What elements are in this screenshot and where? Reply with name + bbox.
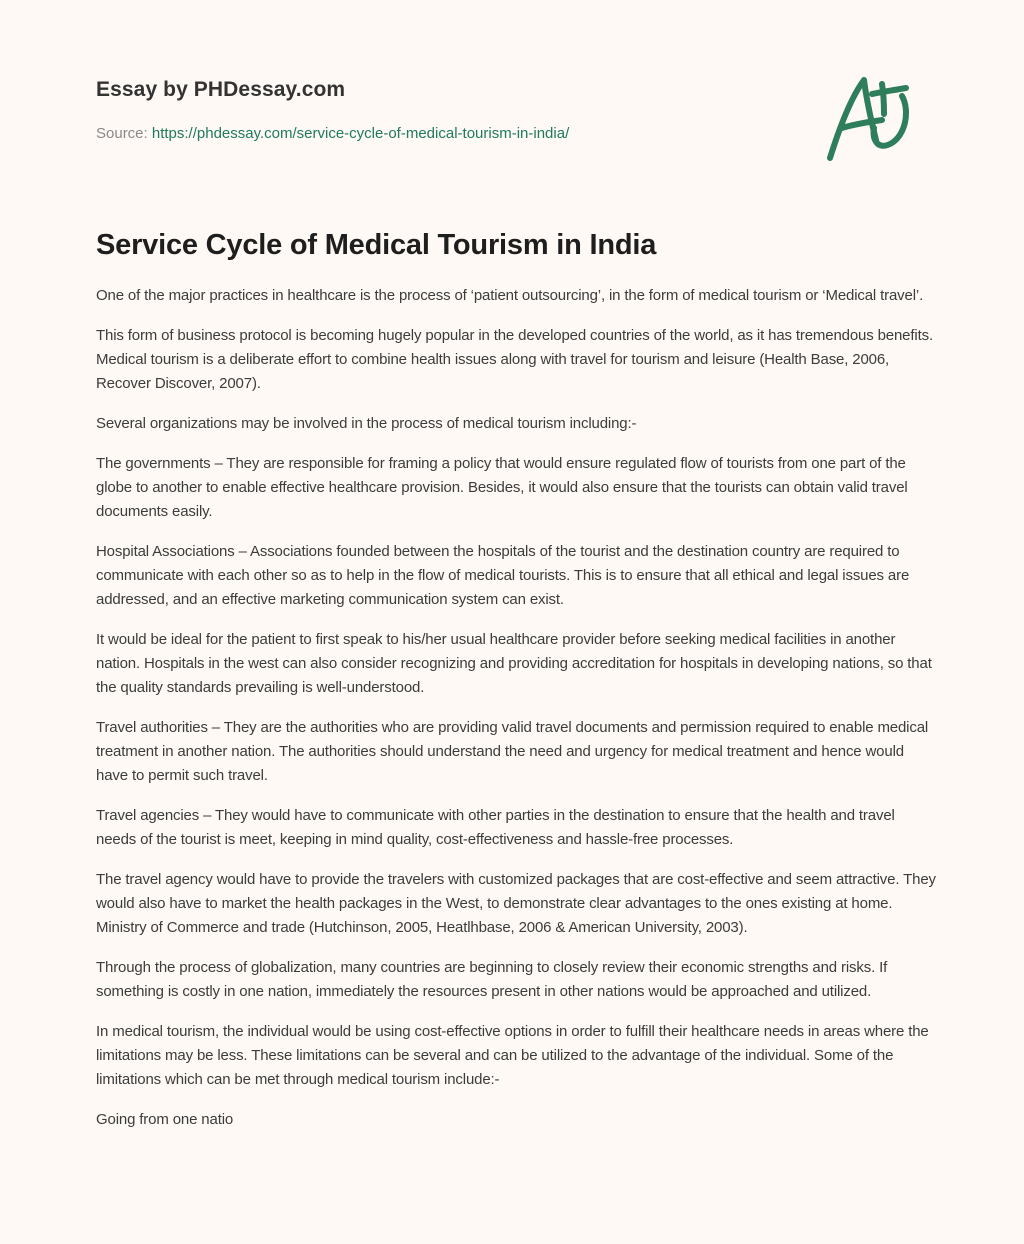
- paragraph: Travel authorities – They are the authorities who are providing valid travel documents and permission required to enable medical treatment in another nation. The authorities should understand the need and urgency for medical treatment and hence would have to permit such travel.: [96, 719, 929, 784]
- paragraph-truncated: Going from one natio: [96, 1111, 234, 1128]
- paragraph: It would be ideal for the patient to first speak to his/her usual healthcare provider before seeking medical facilities in another nation. Hospitals in the west can also consider recognizing and providing accreditation for hospitals in developing nations, so that the quality standards prevailing is well-understood.: [96, 631, 932, 696]
- paragraph: One of the major practices in healthcare is the process of ‘patient outsourcing’, in the form of medical tourism or ‘Medical travel’.: [96, 287, 924, 304]
- paragraph: Several organizations may be involved in the process of medical tourism including:-: [96, 415, 637, 432]
- source-label: Source:: [96, 125, 148, 142]
- paragraph-text: The travel agency would have to provide the travelers with customized packages that are cost-effective and seem attractive. They would also have to market the health packages in the West, to demonstrate clear advantages to the ones existing at home.: [96, 871, 936, 912]
- paragraph: This form of business protocol is becoming hugely popular in the developed countries of the world, as it has tremendous benefits. Medical tourism is a deliberate effort to combine health issues along with travel for tourism and leisure (Health Base, 2006, Recover Discover, 2007).: [96, 327, 933, 392]
- paragraph: Through the process of globalization, many countries are beginning to closely review their economic strengths and risks. If something is costly in one nation, immediately the resources present in other nations would be approached and utilized.: [96, 959, 888, 1000]
- paragraph: Hospital Associations – Associations founded between the hospitals of the tourist and the destination country are required to communicate with each other so as to help in the flow of medical tourists. This is to ensure that all ethical and legal issues are addressed, and an effective marketing communication system can exist.: [96, 543, 910, 608]
- essay-title: Service Cycle of Medical Tourism in India: [96, 229, 657, 261]
- brand-title: Essay by PHDessay.com: [96, 78, 346, 101]
- a-plus-grade-icon: [820, 66, 930, 166]
- essay-body: [96, 284, 936, 1148]
- essay-header: [96, 76, 796, 144]
- paragraph: Travel agencies – They would have to communicate with other parties in the destination to ensure that the health and travel needs of the tourist is meet, keeping in mind quality, cost-effectiveness and hassle-free processes.: [96, 807, 895, 848]
- paragraph: In medical tourism, the individual would be using cost-effective options in order to fulfill their healthcare needs in areas where the limitations may be less. These limitations can be several and can be utilized to the advantage of the individual. Some of the limitations which can be met through medical tourism include:-: [96, 1023, 929, 1088]
- paragraph: [96, 868, 936, 940]
- paragraph-citation: Ministry of Commerce and trade (Hutchinson, 2005, Heatlhbase, 2006 & American University, 2003).: [96, 919, 748, 936]
- paragraph: The governments – They are responsible for framing a policy that would ensure regulated flow of tourists from one part of the globe to another to enable effective healthcare provision. Besides, it would also ensure that the tourists can obtain valid travel documents easily.: [96, 455, 908, 520]
- source-line: [96, 124, 796, 144]
- source-link[interactable]: https://phdessay.com/service-cycle-of-medical-tourism-in-india/: [151, 125, 570, 142]
